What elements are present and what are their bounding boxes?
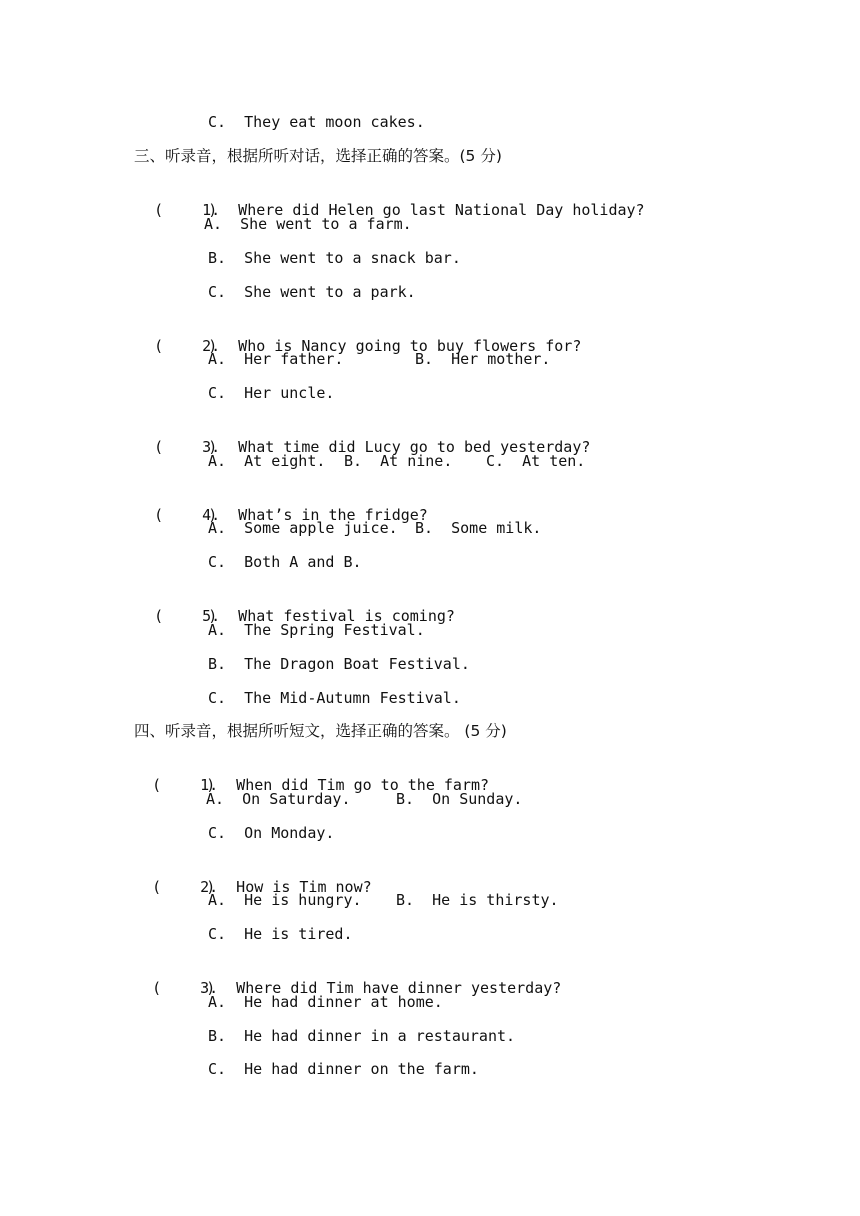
question-text: 1. When did Tim go to the farm? (200, 776, 490, 794)
s3-q5-option-b: B. The Dragon Boat Festival. (208, 655, 470, 673)
s4-q1-option-c: C. On Monday. (208, 824, 335, 842)
answer-blank[interactable]: ( ) (154, 337, 218, 355)
s3-q2-option-c: C. Her uncle. (208, 384, 335, 402)
s3-q5-option-c: C. The Mid-Autumn Festival. (208, 689, 461, 707)
question-text: 1. Where did Helen go last National Day holiday? (202, 201, 645, 219)
s3-q5 (136, 586, 455, 625)
question-text: 5. What festival is coming? (202, 607, 455, 625)
answer-blank[interactable]: ( ) (152, 878, 216, 896)
question-text: 3. Where did Tim have dinner yesterday? (200, 979, 562, 997)
s4-q2-option-c: C. He is tired. (208, 925, 353, 943)
answer-blank[interactable]: ( ) (154, 506, 218, 524)
s4-q3 (134, 958, 562, 997)
s3-q1-option-b: B. She went to a snack bar. (208, 249, 461, 267)
question-text: 2. Who is Nancy going to buy flowers for? (202, 337, 582, 355)
section2-option-c: C. They eat moon cakes. (208, 113, 425, 131)
answer-blank[interactable]: ( ) (152, 776, 216, 794)
s3-q5-option-a: A. The Spring Festival. (208, 621, 425, 639)
question-text: 2. How is Tim now? (200, 878, 372, 896)
s3-q1-option-a: A. She went to a farm. (204, 215, 412, 233)
s4-q2 (134, 857, 372, 896)
s3-q4-option-a: A. Some apple juice. (208, 519, 398, 537)
answer-blank[interactable]: ( ) (154, 201, 218, 219)
s3-q3-option-c: C. At ten. (486, 452, 586, 470)
s3-q1 (136, 180, 645, 219)
answer-blank[interactable]: ( ) (152, 979, 216, 997)
s4-q3-option-a: A. He had dinner at home. (208, 993, 443, 1011)
s3-q3-option-b: B. At nine. (344, 452, 453, 470)
answer-blank[interactable]: ( ) (154, 607, 218, 625)
s3-q4-option-c: C. Both A and B. (208, 553, 362, 571)
s4-q2-option-a: A. He is hungry. (208, 891, 362, 909)
s3-q4-option-b: B. Some milk. (415, 519, 542, 537)
question-text: 3. What time did Lucy go to bed yesterday? (202, 438, 591, 456)
s4-q1 (134, 755, 490, 794)
section4-heading: 四、听录音，根据所听短文，选择正确的答案。 (5 分) (134, 722, 507, 740)
s3-q2 (136, 316, 582, 355)
s3-q3 (136, 417, 591, 456)
s4-q3-option-c: C. He had dinner on the farm. (208, 1060, 479, 1078)
question-text: 4. What’s in the fridge? (202, 506, 428, 524)
s4-q3-option-b: B. He had dinner in a restaurant. (208, 1027, 516, 1045)
s3-q3-option-a: A. At eight. (208, 452, 326, 470)
answer-blank[interactable]: ( ) (154, 438, 218, 456)
s3-q2-option-a: A. Her father. (208, 350, 344, 368)
s3-q1-option-c: C. She went to a park. (208, 283, 416, 301)
s3-q4 (136, 485, 428, 524)
s4-q1-option-a: A. On Saturday. (206, 790, 351, 808)
section3-heading: 三、听录音，根据所听对话，选择正确的答案。(5 分) (134, 147, 502, 165)
s4-q2-option-b: B. He is thirsty. (396, 891, 559, 909)
s3-q2-option-b: B. Her mother. (415, 350, 551, 368)
s4-q1-option-b: B. On Sunday. (396, 790, 523, 808)
